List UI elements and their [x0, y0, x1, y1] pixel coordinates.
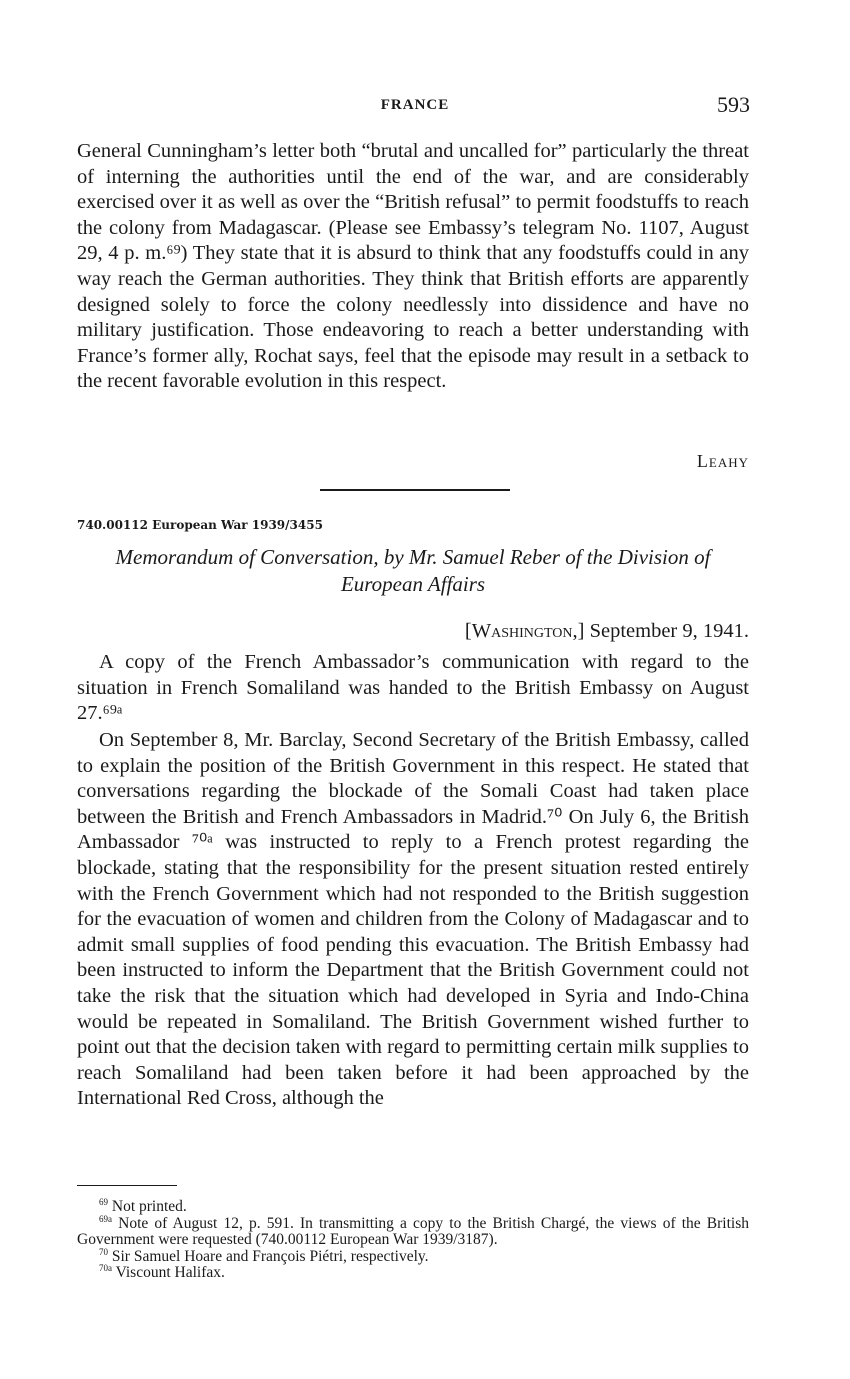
continuation-paragraph: General Cunningham’s letter both “brutal and uncalled for” particularly the threat of interning the authorities until the end of the war, and are considerably exercised over it as well as over the “British refusal” to permit foodstuffs to reach the colony from Madagascar. (Please see Embassy’s telegram No. 1107, August 29, 4 p. m.⁶⁹) They state that it is absurd to think that any foodstuffs could in any way reach the German authorities. They think that British efforts are apparently designed solely to force the colony needlessly into dissidence and have no military justification. Those endeavoring to reach a better understanding with France’s former ally, Rochat says, feel that the episode may result in a setback to the recent favorable evolution in this respect. — [77, 140, 749, 393]
page-number: 593 — [717, 92, 750, 117]
footnote-70 — [77, 1246, 749, 1266]
dateline — [465, 620, 749, 643]
footnote-mark: 69a — [99, 1213, 112, 1224]
dateline-date: September 9, 1941. — [589, 620, 749, 642]
file-number: 740.00112 European War 1939/3455 — [77, 518, 323, 532]
footnote-text: Not printed. — [111, 1198, 187, 1215]
memorandum-title: Memorandum of Conversation, by Mr. Samuel Reber of the Division of European Affairs — [115, 545, 711, 596]
footnote-divider — [77, 1185, 177, 1186]
memo-paragraph-1: A copy of the French Ambassador’s communication with regard to the situation in French Somaliland was handed to the British Embassy on August 27.⁶⁹ᵃ — [77, 651, 749, 725]
footnote-mark: 70 — [99, 1246, 108, 1257]
footnote-70a — [77, 1262, 749, 1282]
memo-paragraph-2: On September 8, Mr. Barclay, Second Secretary of the British Embassy, called to explain the position of the British Government in this respect. He stated that conversations regarding the blockade of the Somali Coast had taken place between the British and French Ambassadors in Madrid.⁷⁰ On July 6, the British Ambassador ⁷⁰ᵃ was instructed to reply to a French protest regarding the blockade, stating that the responsibility for the present situation rested entirely with the French Government which had not responded to the British suggestion for the evacuation of women and children from the Colony of Madagascar and to admit small supplies of food pending this evacuation. The British Embassy had been instructed to inform the Department that the British Government could not take the risk that the situation which had developed in Syria and Indo-China would be repeated in Somaliland. The British Government wished further to point out that the decision taken with regard to permitting certain milk supplies to reach Somaliland had been taken before it had been approached by the International Red Cross, although the — [77, 729, 749, 1110]
dateline-place: [Washington,] — [464, 620, 585, 642]
footnotes — [77, 1196, 749, 1282]
section-divider — [320, 489, 510, 491]
running-header-title: FRANCE — [380, 97, 450, 113]
footnote-mark: 70a — [99, 1262, 112, 1273]
footnote-text: Viscount Halifax. — [115, 1264, 225, 1281]
footnote-mark: 69 — [99, 1196, 108, 1207]
footnote-text: Note of August 12, p. 591. In transmitting a copy to the British Chargé, the views of the British Government were requested (740.00112 European War 1939/3187). — [77, 1214, 749, 1248]
footnote-69 — [77, 1196, 749, 1216]
signature-leahy: Leahy — [696, 451, 749, 471]
footnote-69a — [77, 1213, 749, 1249]
footnote-text: Sir Samuel Hoare and François Piétri, respectively. — [111, 1247, 429, 1265]
